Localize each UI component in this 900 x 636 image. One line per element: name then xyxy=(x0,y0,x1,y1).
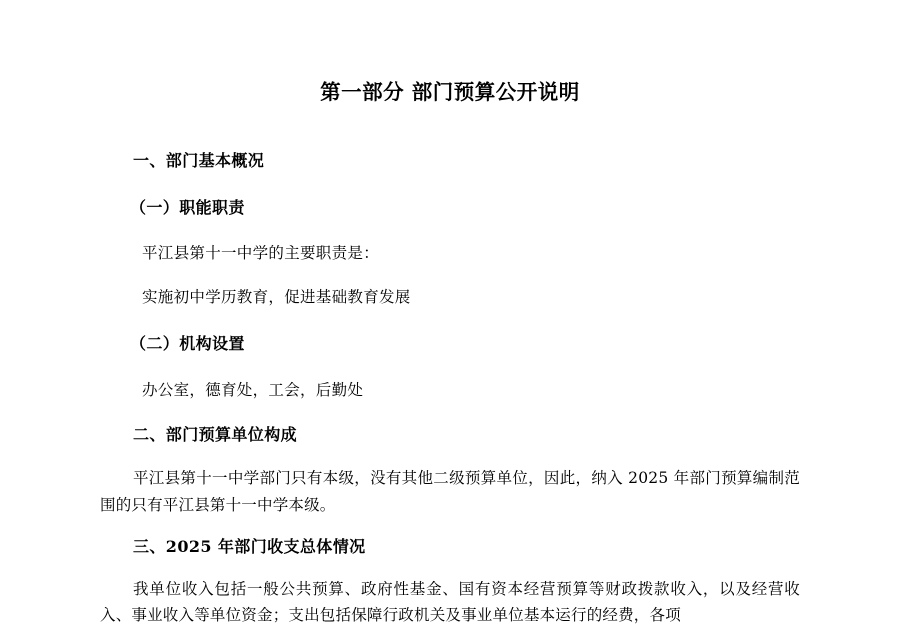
heading-duties: （一）职能职责 xyxy=(130,197,245,217)
paragraph-organization-detail: 办公室，德育处，工会，后勤处 xyxy=(142,380,364,399)
spacer xyxy=(100,555,800,576)
spacer xyxy=(100,306,800,336)
spacer xyxy=(100,169,800,200)
heading-section-three: 三、2025 年部门收支总体情况 xyxy=(133,536,366,556)
paragraph-revenue-expenditure: 我单位收入包括一般公共预算、政府性基金、国有资本经营预算等财政拨款收入，以及经营收入、事业收入等单位资金；支出包括保障行政机关及事业单位基本运行的经费，各项 xyxy=(100,579,800,625)
paragraph-budget-units: 平江县第十一中学部门只有本级，没有其他二级预算单位，因此，纳入 2025 年部门预算编制范围的只有平江县第十一中学本级。 xyxy=(100,469,800,514)
spacer xyxy=(100,519,800,539)
spacer xyxy=(100,216,800,246)
heading-section-one: 一、部门基本概况 xyxy=(133,150,265,170)
spacer xyxy=(100,261,800,290)
spacer xyxy=(100,107,800,153)
paragraph-duties-detail: 实施初中学历教育，促进基础教育发展 xyxy=(142,288,411,307)
paragraph-duties-intro: 平江县第十一中学的主要职责是： xyxy=(142,243,380,262)
heading-organization: （二）机构设置 xyxy=(130,333,245,353)
spacer xyxy=(100,352,800,383)
spacer xyxy=(100,398,800,427)
spacer xyxy=(100,443,800,465)
heading-section-two: 二、部门预算单位构成 xyxy=(133,425,298,445)
page-title: 第一部分 部门预算公开说明 xyxy=(320,80,580,104)
